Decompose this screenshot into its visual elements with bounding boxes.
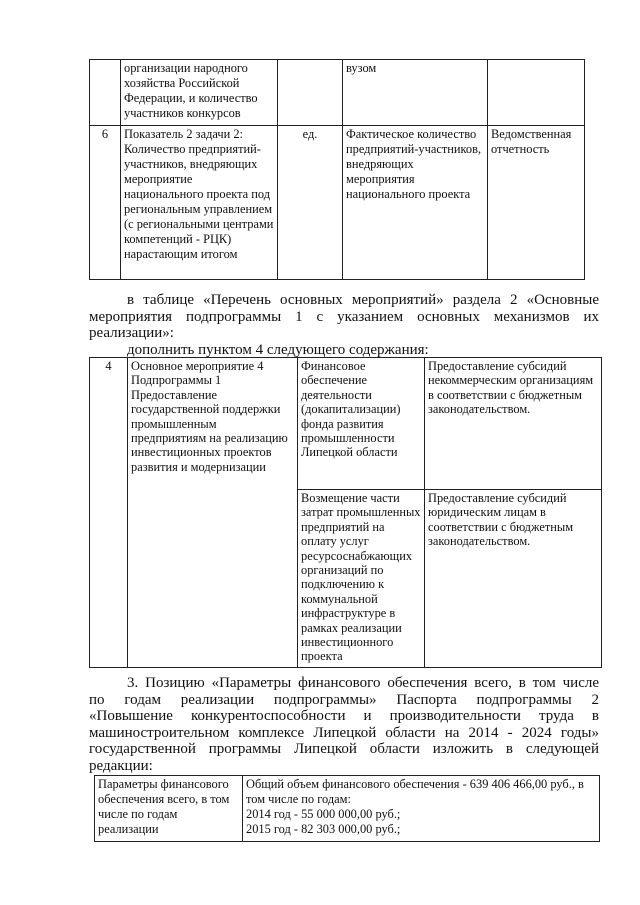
unit-cell: ед.: [278, 126, 343, 280]
financing-year-2014: 2014 год - 55 000 000,00 руб.;: [246, 807, 401, 821]
row-number-cell: 6: [90, 126, 121, 280]
source-cell: Ведомственная отчетность: [488, 126, 585, 280]
paragraph-financing-position: 3. Позицию «Параметры финансового обеспечения всего, в том числе по годам реализации подпрограммы» Паспорта подпрограммы 2 «Повышение конкурентоспособности и производительности труда в машиностроительном комплексе Липецкой области на 2014 - 2024 годы» государственной программы Липецкой области изложить в следующей редакции:: [89, 675, 599, 774]
method-cell: вузом: [343, 60, 488, 126]
financing-label-cell: Параметры финансового обеспечения всего, в том числе по годам реализации: [95, 776, 243, 842]
unit-cell: [278, 60, 343, 126]
table-row: [90, 60, 585, 126]
financing-values-cell: [243, 776, 600, 842]
table-row: [95, 776, 600, 842]
event-name-cell: Основное мероприятие 4 Подпрограммы 1 Предоставление государственной поддержки промышленным предприятиям на реализацию инвестиционных проектов развития и модернизации: [128, 358, 298, 668]
row-number-cell: [90, 60, 121, 126]
events-table: [89, 357, 602, 668]
table-row: [90, 358, 602, 490]
financing-table: [94, 775, 600, 842]
measure-cell: Финансовое обеспечение деятельности (докапитализации) фонда развития промышленности Липецкой области: [298, 358, 425, 490]
paragraph-events-table: в таблице «Перечень основных мероприятий» раздела 2 «Основные мероприятия подпрограммы 1 с указанием основных механизмов их реализации»:: [89, 292, 599, 341]
source-cell: [488, 60, 585, 126]
row-number-cell: 4: [90, 358, 128, 668]
measure-cell: Возмещение части затрат промышленных предприятий на оплату услуг ресурсоснабжающих организаций по подключению к коммунальной инфраструктуре в рамках реализации инвестиционного проекта: [298, 490, 425, 668]
mechanism-cell: Предоставление субсидий юридическим лицам в соответствии с бюджетным законодательством.: [425, 490, 602, 668]
mechanism-cell: Предоставление субсидий некоммерческим организациям в соответствии с бюджетным законодательством.: [425, 358, 602, 490]
method-cell: Фактическое количество предприятий-участников, внедряющих мероприятия национального проекта: [343, 126, 488, 280]
financing-year-2015: 2015 год - 82 303 000,00 руб.;: [246, 822, 401, 836]
indicator-name-cell: организации народного хозяйства Российской Федерации, и количество участников конкурсов: [121, 60, 278, 126]
financing-total: Общий объем финансового обеспечения - 639 406 466,00 руб., в том числе по годам:: [246, 777, 584, 806]
paragraph-add-item: дополнить пунктом 4 следующего содержания:: [127, 342, 429, 358]
indicators-table: [89, 59, 585, 280]
indicator-name-cell: Показатель 2 задачи 2: Количество предприятий-участников, внедряющих мероприятие национального проекта под региональным управлением (с региональными центрами компетенций - РЦК) нарастающим итогом: [121, 126, 278, 280]
table-row: [90, 126, 585, 280]
